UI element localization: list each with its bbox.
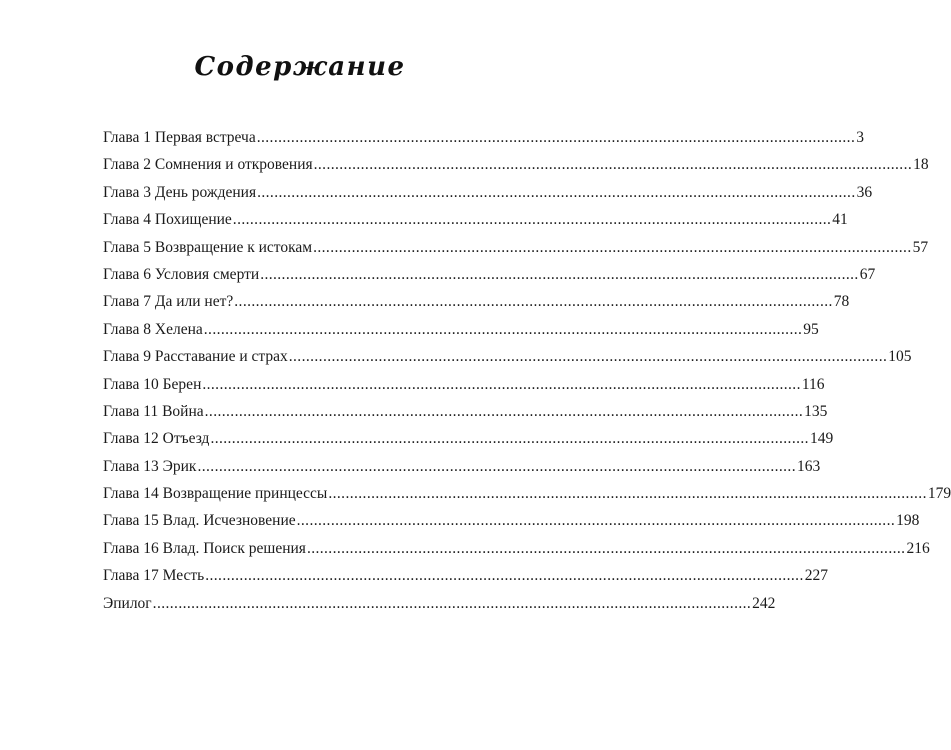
toc-entry-title: Эпилог: [103, 594, 152, 612]
toc-entry-title: Глава 17 Месть: [103, 567, 205, 585]
toc-dot-leader: ............................................................................................................................................: [328, 485, 927, 503]
toc-entry-page: 95: [803, 320, 819, 338]
toc-entry: [103, 293, 850, 320]
toc-dot-leader: ............................................................................................................................................: [313, 156, 913, 174]
toc-dot-leader: ............................................................................................................................................: [306, 539, 906, 557]
toc-entry-title: Глава 1 Первая встреча: [103, 129, 256, 146]
toc-entry-page: 149: [809, 430, 834, 448]
toc-entry-title: Глава 2 Сомнения и откровения: [103, 156, 313, 174]
toc-entry-title: Глава 15 Влад. Исчезновение: [103, 512, 296, 530]
toc-entry: [103, 320, 819, 348]
toc-entry-title: Глава 5 Возвращение к истокам: [103, 238, 313, 256]
toc-dot-leader: ............................................................................................................................................: [152, 594, 752, 612]
toc-entry-title: Глава 9 Расставание и страх: [103, 348, 288, 366]
toc-entry-title: Глава 12 Отъезд: [103, 430, 210, 448]
toc-dot-leader: ............................................................................................................................................: [210, 430, 809, 448]
toc-entry: [103, 375, 825, 403]
toc-entry-title: Глава 3 День рождения: [103, 183, 257, 201]
toc-entry: [103, 457, 821, 485]
toc-entry-page: 57: [912, 238, 929, 256]
toc-dot-leader: ............................................................................................................................................: [232, 211, 832, 229]
toc-dot-leader: ............................................................................................................................................: [260, 265, 859, 283]
toc-entry-page: 67: [859, 265, 876, 283]
toc-entry: [103, 430, 834, 457]
toc-entry-page: 36: [856, 183, 873, 201]
toc-entry-page: 216: [906, 539, 930, 557]
toc-entry-page: 18: [913, 156, 929, 174]
toc-entry-page: 227: [804, 567, 828, 585]
toc-entry-title: Глава 7 Да или нет?: [103, 293, 234, 311]
toc-entry: [103, 402, 828, 430]
toc-dot-leader: ............................................................................................................................................: [256, 129, 856, 146]
toc-dot-leader: ............................................................................................................................................: [202, 375, 801, 393]
toc-entry: [103, 348, 912, 375]
toc-entry-title: Глава 16 Влад. Поиск решения: [103, 539, 306, 557]
toc-entry-title: Глава 10 Берен: [103, 375, 202, 393]
toc-entry-page: 135: [804, 402, 828, 420]
toc-entry: [103, 265, 876, 293]
toc-entry: [103, 238, 929, 266]
toc-dot-leader: ............................................................................................................................................: [204, 402, 804, 420]
toc-entry-page: 3: [856, 129, 864, 146]
toc-entry: [103, 485, 951, 512]
page-title: Содержание: [194, 52, 406, 82]
toc-entry-title: Глава 8 Хелена: [103, 320, 203, 338]
toc-entry: [103, 129, 864, 156]
toc-entry-title: Глава 11 Война: [103, 402, 204, 420]
toc-dot-leader: ............................................................................................................................................: [203, 320, 803, 338]
table-of-contents: [103, 129, 951, 622]
toc-entry-page: 116: [801, 375, 825, 393]
toc-entry-page: 179: [927, 485, 951, 503]
toc-entry-page: 163: [796, 457, 821, 475]
toc-dot-leader: ............................................................................................................................................: [197, 457, 796, 475]
toc-entry: [103, 183, 873, 211]
toc-entry-title: Глава 14 Возвращение принцессы: [103, 485, 328, 503]
toc-dot-leader: ............................................................................................................................................: [313, 238, 912, 256]
toc-dot-leader: ............................................................................................................................................: [296, 512, 896, 530]
toc-entry: [103, 539, 930, 567]
toc-entry: [103, 594, 776, 622]
toc-entry-page: 198: [896, 512, 920, 530]
toc-entry: [103, 211, 848, 238]
toc-dot-leader: ............................................................................................................................................: [257, 183, 856, 201]
toc-dot-leader: ............................................................................................................................................: [288, 348, 888, 366]
toc-entry-title: Глава 6 Условия смерти: [103, 265, 260, 283]
toc-dot-leader: ............................................................................................................................................: [234, 293, 833, 311]
toc-entry-title: Глава 4 Похищение: [103, 211, 232, 229]
toc-entry: [103, 156, 929, 183]
toc-entry: [103, 512, 920, 539]
toc-entry-page: 105: [888, 348, 912, 366]
toc-entry-title: Глава 13 Эрик: [103, 457, 197, 475]
toc-dot-leader: ............................................................................................................................................: [205, 567, 804, 585]
toc-entry-page: 78: [833, 293, 850, 311]
toc-entry-page: 242: [752, 594, 776, 612]
toc-entry: [103, 567, 828, 594]
toc-entry-page: 41: [832, 211, 848, 229]
